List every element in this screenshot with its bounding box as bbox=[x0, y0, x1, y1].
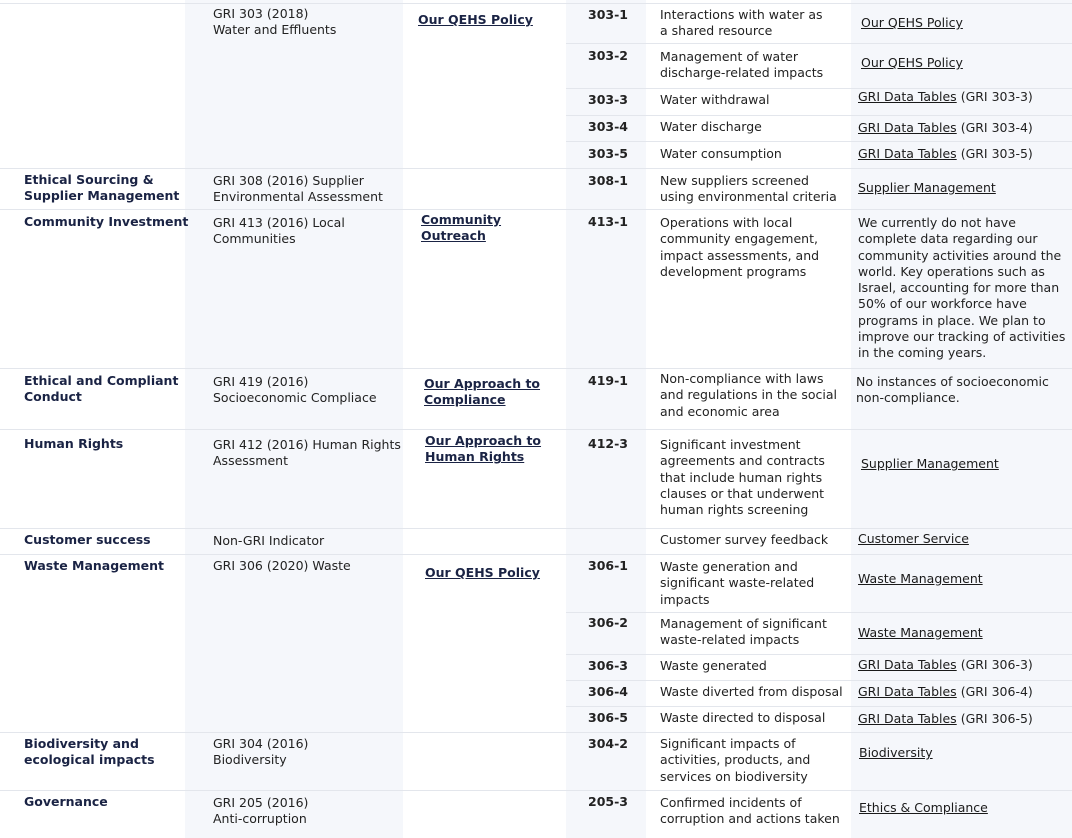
disclosure-description: Customer survey feedback bbox=[660, 532, 829, 547]
reference-link[interactable]: Our QEHS Policy bbox=[861, 55, 963, 70]
reference-link[interactable]: Ethics & Compliance bbox=[859, 800, 988, 815]
disclosure-code: 303-3 bbox=[588, 92, 628, 107]
topic-label: Biodiversity and ecological impacts bbox=[24, 736, 155, 768]
disclosure-note: No instances of socioeconomic non-compliance. bbox=[856, 374, 1049, 406]
reference-link[interactable]: Waste Management bbox=[858, 625, 983, 640]
row-divider bbox=[566, 141, 1072, 142]
disclosure-description: New suppliers screened using environmental criteria bbox=[660, 173, 837, 205]
reference-cell: GRI Data Tables (GRI 303-4) bbox=[858, 120, 1033, 135]
disclosure-description: Water consumption bbox=[660, 146, 782, 161]
row-divider bbox=[0, 732, 1072, 733]
topic-label: Waste Management bbox=[24, 558, 165, 573]
disclosure-code: 205-3 bbox=[588, 794, 628, 809]
row-divider bbox=[566, 680, 1072, 681]
human-rights-approach-link[interactable]: Our Approach to Human Rights bbox=[425, 433, 542, 465]
disclosure-description: Waste generated bbox=[660, 658, 767, 673]
reference-link[interactable]: Supplier Management bbox=[861, 456, 999, 471]
topic-label: Community Investment bbox=[24, 214, 189, 229]
row-divider bbox=[0, 3, 1072, 4]
reference-link[interactable]: Biodiversity bbox=[859, 745, 933, 760]
disclosure-code: 306-1 bbox=[588, 558, 628, 573]
disclosure-code: 304-2 bbox=[588, 736, 628, 751]
row-divider bbox=[0, 528, 1072, 529]
column-standard-bg bbox=[185, 0, 403, 838]
row-divider bbox=[0, 554, 1072, 555]
disclosure-description: Waste generation and significant waste-related impacts bbox=[660, 559, 815, 607]
gri-data-tables-link[interactable]: GRI Data Tables bbox=[858, 120, 957, 135]
disclosure-description: Water discharge bbox=[660, 119, 762, 134]
disclosure-description: Management of significant waste-related impacts bbox=[660, 616, 827, 648]
topic-label: Governance bbox=[24, 794, 108, 809]
row-divider bbox=[566, 706, 1072, 707]
disclosure-description: Significant investment agreements and contracts that include human rights clauses or that underwent human rights screening bbox=[660, 437, 825, 518]
disclosure-description: Waste diverted from disposal bbox=[660, 684, 843, 699]
standard-text: Non-GRI Indicator bbox=[213, 533, 325, 548]
row-divider bbox=[566, 43, 1072, 44]
gri-data-tables-link[interactable]: GRI Data Tables bbox=[858, 89, 957, 104]
standard-text: GRI 412 (2016) Human Rights Assessment bbox=[213, 437, 401, 469]
disclosure-description: Significant impacts of activities, products, and services on biodiversity bbox=[660, 736, 811, 784]
reference-link[interactable]: Waste Management bbox=[858, 571, 983, 586]
disclosure-code: 306-3 bbox=[588, 658, 628, 673]
column-policy-bg bbox=[403, 0, 566, 838]
column-topic-bg bbox=[0, 0, 185, 838]
disclosure-code: 308-1 bbox=[588, 173, 628, 188]
row-divider bbox=[0, 429, 1072, 430]
disclosure-note: We currently do not have complete data regarding our community activities around the world. Key operations such as Israel, accounting for more than 50% of our workforce have programs in place. We plan to improve our tracking of activities in the coming years. bbox=[858, 215, 1066, 361]
compliance-approach-link[interactable]: Our Approach to Compliance bbox=[424, 376, 541, 408]
standard-text: GRI 308 (2016) Supplier Environmental Assessment bbox=[213, 173, 383, 205]
qehs-policy-link[interactable]: Our QEHS Policy bbox=[418, 12, 533, 27]
standard-text: GRI 306 (2020) Waste bbox=[213, 558, 351, 573]
gri-data-tables-link[interactable]: GRI Data Tables bbox=[858, 657, 957, 672]
disclosure-code: 412-3 bbox=[588, 436, 628, 451]
disclosure-description: Interactions with water as a shared resource bbox=[660, 7, 823, 39]
reference-cell: GRI Data Tables (GRI 306-3) bbox=[858, 657, 1033, 672]
disclosure-description: Water withdrawal bbox=[660, 92, 770, 107]
disclosure-description: Operations with local community engagement, impact assessments, and development programs bbox=[660, 215, 820, 279]
standard-text: GRI 303 (2018) Water and Effluents bbox=[213, 6, 337, 38]
row-divider bbox=[566, 654, 1072, 655]
qehs-policy-link[interactable]: Our QEHS Policy bbox=[425, 565, 540, 580]
row-divider bbox=[0, 209, 1072, 210]
community-outreach-link[interactable]: Community Outreach bbox=[421, 212, 502, 244]
disclosure-description: Non-compliance with laws and regulations in the social and economic area bbox=[660, 371, 837, 419]
gri-data-tables-link[interactable]: GRI Data Tables bbox=[858, 684, 957, 699]
standard-text: GRI 205 (2016) Anti-corruption bbox=[213, 795, 309, 827]
standard-text: GRI 413 (2016) Local Communities bbox=[213, 215, 345, 247]
topic-label: Ethical Sourcing & Supplier Management bbox=[24, 172, 180, 204]
reference-cell: GRI Data Tables (GRI 306-4) bbox=[858, 684, 1033, 699]
reference-cell: GRI Data Tables (GRI 303-3) bbox=[858, 89, 1033, 104]
disclosure-description: Management of water discharge-related impacts bbox=[660, 49, 824, 81]
gri-data-tables-link[interactable]: GRI Data Tables bbox=[858, 711, 957, 726]
reference-link[interactable]: Customer Service bbox=[858, 531, 969, 546]
topic-label: Human Rights bbox=[24, 436, 124, 451]
reference-cell: GRI Data Tables (GRI 303-5) bbox=[858, 146, 1033, 161]
disclosure-code: 306-2 bbox=[588, 615, 628, 630]
disclosure-description: Waste directed to disposal bbox=[660, 710, 826, 725]
row-divider bbox=[566, 115, 1072, 116]
standard-text: GRI 304 (2016) Biodiversity bbox=[213, 736, 309, 768]
row-divider bbox=[0, 368, 1072, 369]
reference-link[interactable]: Our QEHS Policy bbox=[861, 15, 963, 30]
standard-text: GRI 419 (2016) Socioeconomic Compliace bbox=[213, 374, 377, 406]
reference-cell: GRI Data Tables (GRI 306-5) bbox=[858, 711, 1033, 726]
disclosure-code: 303-4 bbox=[588, 119, 628, 134]
disclosure-code: 303-1 bbox=[588, 7, 628, 22]
gri-data-tables-link[interactable]: GRI Data Tables bbox=[858, 146, 957, 161]
disclosure-description: Confirmed incidents of corruption and actions taken bbox=[660, 795, 840, 827]
disclosure-code: 413-1 bbox=[588, 214, 628, 229]
row-divider bbox=[0, 790, 1072, 791]
row-divider bbox=[0, 168, 1072, 169]
topic-label: Customer success bbox=[24, 532, 151, 547]
disclosure-code: 419-1 bbox=[588, 373, 628, 388]
disclosure-code: 306-4 bbox=[588, 684, 628, 699]
topic-label: Ethical and Compliant Conduct bbox=[24, 373, 179, 405]
reference-link[interactable]: Supplier Management bbox=[858, 180, 996, 195]
disclosure-code: 303-5 bbox=[588, 146, 628, 161]
row-divider bbox=[566, 612, 1072, 613]
disclosure-code: 306-5 bbox=[588, 710, 628, 725]
disclosure-code: 303-2 bbox=[588, 48, 628, 63]
